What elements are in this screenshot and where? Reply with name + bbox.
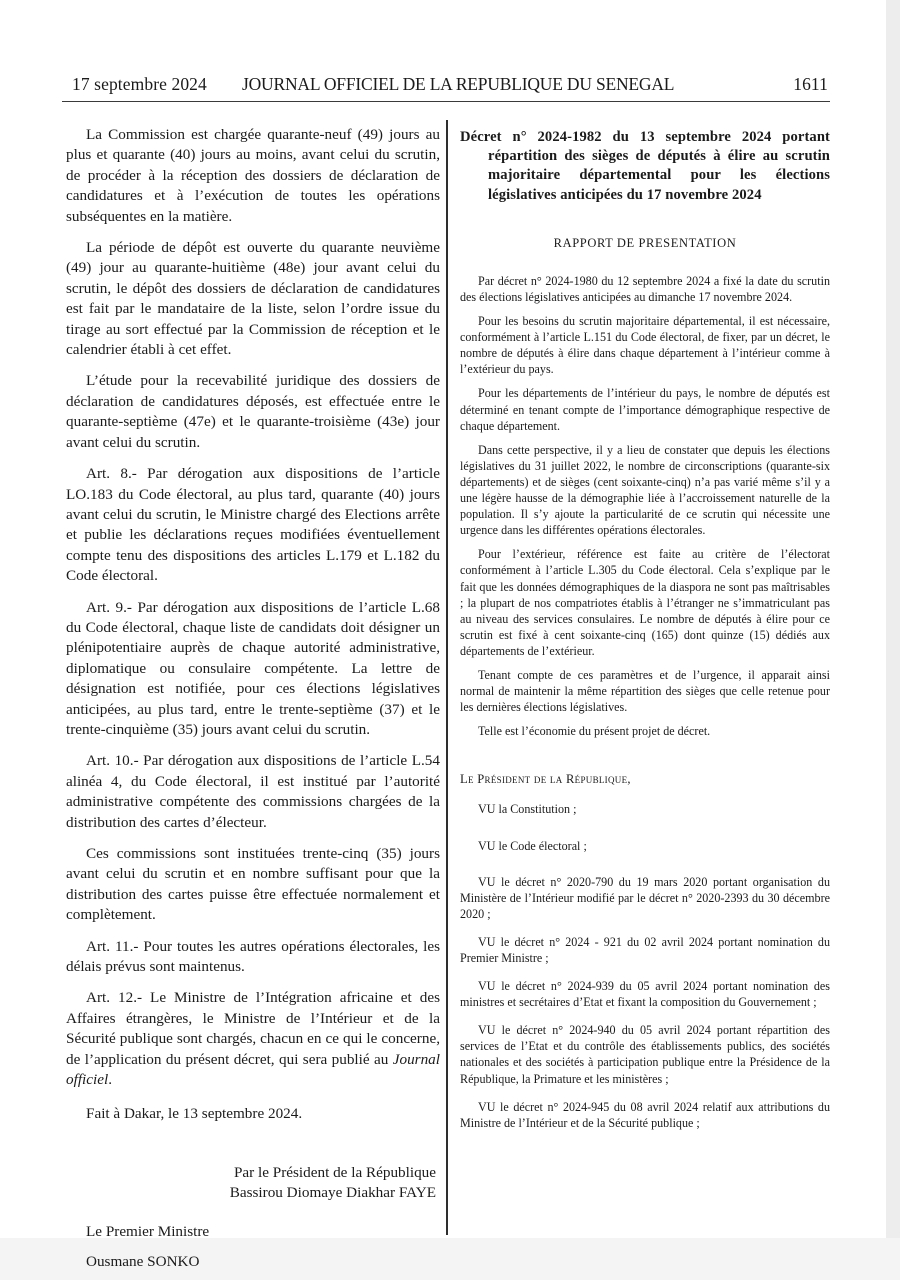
right-column — [460, 128, 830, 1143]
vu-item: VU le décret n° 2024 - 921 du 02 avril 2024 portant nomination du Premier Ministre ; — [460, 934, 830, 965]
president-signature — [66, 1163, 440, 1204]
prime-minister-name: Ousmane SONKO — [86, 1253, 200, 1271]
header-date: 17 septembre 2024 — [72, 74, 207, 94]
vu-item: VU la Constitution ; — [478, 802, 577, 817]
article-9: Art. 9.- Par dérogation aux dispositions de l’article L.68 du Code électoral, chaque liste de candidats doit désigner un plénipotentiaire auprès de chaque autorité administrative, diplomatique ou consulaire compétente. La lettre de désignation est notifiée, pour ces élections législatives anticipées, au plus tard, entre le trente-septième (37) et le trente-cinquième (35) jours avant celui du scrutin. — [66, 598, 440, 738]
article-10: Art. 10.- Par dérogation aux dispositions de l’article L.54 alinéa 4, du Code électoral, il est institué par l’autorité administrative compétente des commissions chargées de la distribution des cartes d’électeur. — [66, 752, 440, 831]
vu-item: VU le Code électoral ; — [478, 838, 587, 853]
article-12-end: . — [108, 1071, 112, 1089]
vu-item: VU le décret n° 2024-939 du 05 avril 2024 portant nomination des ministres et secrétaires d’Etat et fixant la composition du Gouvernement ; — [460, 979, 830, 1010]
paragraph-periode-depot: La période de dépôt est ouverte du quarante neuvième (49) jour au quarante-huitième (48e) jour avant celui du scrutin, le dépôt des dossiers de déclaration de candidatures est fait par le mandataire de la liste, selon l’ordre issue du tirage au sort effectué par la Commission de réception et le calendrier établi à cet effet. — [66, 239, 440, 359]
header-rule — [62, 101, 830, 102]
journal-title: JOURNAL OFFICIEL DE LA REPUBLIQUE DU SENEGAL — [242, 74, 675, 94]
page-number: 1611 — [793, 74, 828, 94]
president-heading: Le Président de la République, — [460, 772, 631, 787]
rapport-paragraph: Pour les départements de l’intérieur du pays, le nombre de députés est déterminé en tenant compte de l’importance démographique respective de chaque département. — [460, 386, 830, 433]
vu-item: VU le décret n° 2020-790 du 19 mars 2020 portant organisation du Ministère de l’Intérieur modifié par le décret n° 2020-2393 du 30 décembre 2020 ; — [460, 874, 830, 921]
paragraph-commissions: Ces commissions sont instituées trente-cinq (35) jours avant celui du scrutin et en nombre suffisant pour que la distribution des cartes puisse être effectuée normalement et complètement. — [66, 845, 440, 924]
fait-a-dakar: Fait à Dakar, le 13 septembre 2024. — [86, 1105, 303, 1123]
top-margin — [0, 0, 900, 60]
article-12-text: Art. 12.- Le Ministre de l’Intégration africaine et des Affaires étrangères, le Ministre de l’Intérieur et de la Sécurité publique sont chargés, chacun en ce qui le concerne, de l’application du présent décret, qui sera publié au — [66, 989, 440, 1068]
rapport-paragraph: Par décret n° 2024-1980 du 12 septembre 2024 a fixé la date du scrutin des élections législatives anticipées au dimanche 17 novembre 2024. — [460, 273, 830, 304]
right-page-edge — [886, 0, 900, 1280]
journal-officiel-italic: Journal officiel — [66, 1050, 440, 1089]
running-header — [62, 74, 828, 98]
president-name: Bassirou Diomaye Diakhar FAYE — [229, 1184, 436, 1202]
rapport-paragraph: Pour les besoins du scrutin majoritaire départemental, il est nécessaire, conformément à l’article L.151 du Code électoral, de fixer, par un décret, le nombre de députés à élire dans chaque département à l’intérieur comme à l’extérieur du pays. — [460, 314, 830, 377]
article-8: Art. 8.- Par dérogation aux dispositions de l’article LO.183 du Code électoral, au plus tard, quarante (40) jours avant celui du scrutin, le Ministre chargé des Elections arrête et publie les déclarations reçues modifiées éventuellement compte tenu des dispositions des articles L.179 et L.182 du Code électoral. — [66, 465, 440, 585]
signature-line-1: Par le Président de la République — [233, 1163, 436, 1181]
paragraph-etude: L’étude pour la recevabilité juridique des dossiers de déclaration de candidatures déposés, est effectuée entre le quarante-septième (47e) et le quarante-troisième (43e) jour avant celui du scrutin. — [66, 372, 440, 451]
decree-title: Décret n° 2024-1982 du 13 septembre 2024 portant répartition des sièges de députés à élire au scrutin majoritaire départemental pour les élections législatives anticipées du 17 novembre 2024 — [460, 129, 830, 203]
paragraph-commission: La Commission est chargée quarante-neuf (49) jours au plus et quarante (40) jours au moins, avant celui du scrutin, de procéder à la réception des dossiers de déclaration de candidatures et à l’exécution de toutes les opérations subséquentes en la matière. — [66, 126, 440, 225]
rapport-paragraph: Telle est l’économie du présent projet de décret. — [478, 724, 711, 739]
article-11: Art. 11.- Pour toutes les autres opérations électorales, les délais prévus sont maintenus. — [66, 937, 440, 976]
vu-item: VU le décret n° 2024-945 du 08 avril 2024 relatif aux attributions du Ministre de l’Intérieur et de la Sécurité publique ; — [460, 1099, 830, 1130]
rapport-heading: RAPPORT DE PRESENTATION — [553, 235, 737, 250]
rapport-paragraph: Pour l’extérieur, référence est faite au critère de l’électorat conformément à l’article L.305 du Code électoral. Cela s’explique par le fait que les données démographiques de la diaspora ne sont pas maîtrisables ; la plupart de nos compatriotes établis à l’étranger ne s’immatriculant pas au niveau des services consulaires. Le nombre de députés à élire pour ce scrutin est fixé à cent soixante-cinq (165) dont quinze (15) dédiés aux départements de l’extérieur. — [460, 547, 830, 658]
rapport-paragraph: Dans cette perspective, il y a lieu de constater que depuis les élections législatives du 31 juillet 2022, le nombre de circonscriptions (quarante-six départements) et de sièges (cent soixante-cinq) n’a pas varié même s’il y a une légère hausse de la démographie liée à l’accroissement naturelle de la population. Il s’y ajoute la particularité de ce scrutin qui nécessite une urgence dans les différentes opérations électorales. — [460, 442, 830, 538]
rapport-paragraph: Tenant compte de ces paramètres et de l’urgence, il apparait ainsi normal de maintenir la même répartition des sièges que celle retenue pour les dernières élections législatives. — [460, 667, 830, 715]
column-divider — [446, 120, 448, 1235]
left-column — [66, 125, 440, 1283]
prime-minister-signature — [66, 1222, 440, 1273]
prime-minister-title: Le Premier Ministre — [86, 1223, 210, 1241]
vu-item: VU le décret n° 2024-940 du 05 avril 2024 portant répartition des services de l’Etat et du contrôle des établissements publics, des sociétés nationales et des sociétés à participation publique entre la Présidence de la République, la Primature et les ministères ; — [460, 1023, 830, 1086]
article-12 — [66, 988, 440, 1090]
signature-block — [66, 1163, 440, 1273]
